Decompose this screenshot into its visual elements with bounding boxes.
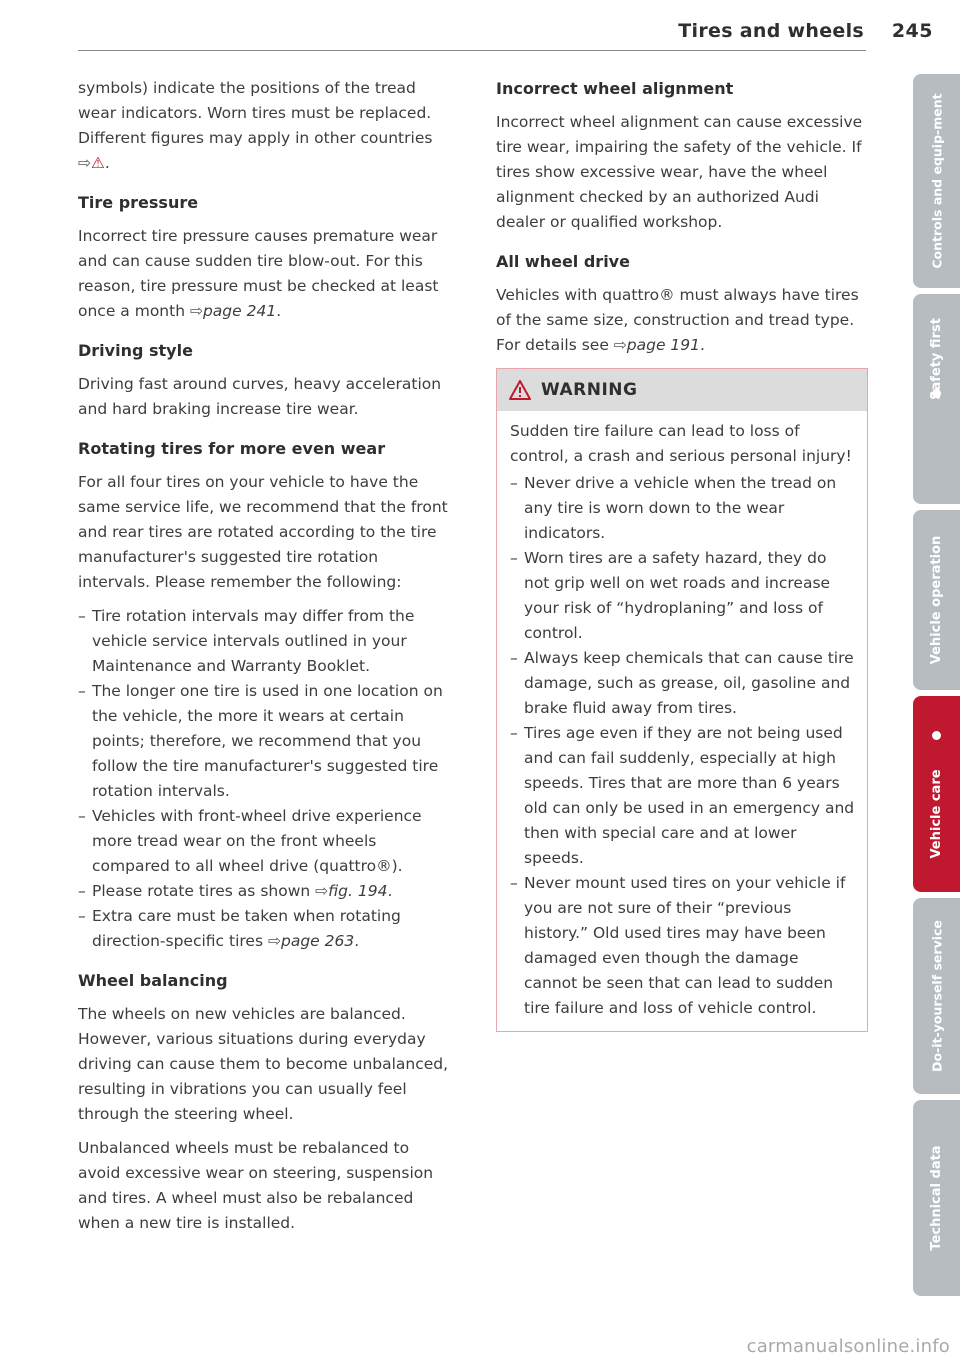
running-head: Tires and wheels — [678, 20, 864, 42]
rotating-tires-list — [78, 604, 450, 954]
reference-arrow-icon[interactable]: ⇨ — [315, 882, 329, 900]
list-item — [78, 904, 450, 954]
list-item: – Never drive a vehicle when the tread on any tire is worn down to the wear indicators. — [510, 471, 855, 546]
list-item: – Always keep chemicals that can cause tire damage, such as grease, oil, gasoline and brake fluid away from tires. — [510, 646, 855, 721]
balancing-paragraph-2: Unbalanced wheels must be rebalanced to avoid excessive wear on steering, suspension and tires. A wheel must also be rebalanced when a new tire is installed. — [78, 1139, 434, 1232]
heading-driving-style: Driving style — [78, 341, 193, 360]
warning-list — [510, 471, 855, 1021]
list-item-text: Extra care must be taken when rotating direction-specific tires — [92, 907, 401, 950]
header-rule — [78, 50, 866, 51]
driving-style-paragraph: Driving fast around curves, heavy acceleration and hard braking increase tire wear. — [78, 375, 442, 418]
list-item: – Vehicles with front-wheel drive experience more tread wear on the front wheels compared to all wheel drive (quattro®). — [78, 804, 450, 879]
rotating-tires-paragraph: For all four tires on your vehicle to have the same service life, we recommend that the front and rear tires are rotated according to the tire manufacturer's suggested tire rotation intervals. Please remember the following: — [78, 473, 448, 591]
warning-header — [497, 369, 867, 411]
page-reference-link[interactable]: page 263 — [280, 932, 355, 950]
warning-box — [496, 368, 868, 1032]
heading-rotating-tires: Rotating tires for more even wear — [78, 439, 386, 458]
intro-paragraph — [78, 76, 450, 176]
alignment-paragraph: Incorrect wheel alignment can cause excessive tire wear, impairing the safety of the vehicle. If tires show excessive wear, have the wheel alignment checked by an authorized Audi dealer or qualified workshop. — [496, 113, 863, 231]
tab-vehicle-operation[interactable] — [913, 510, 960, 690]
intro-end: . — [104, 154, 110, 172]
sentence-end: . — [700, 336, 705, 354]
balancing-paragraph-1: The wheels on new vehicles are balanced. However, various situations during everyday driving can cause them to become unbalanced, resulting in vibrations you can usually feel through the steering wheel. — [78, 1005, 449, 1123]
warning-title: WARNING — [541, 379, 638, 400]
left-column — [78, 76, 450, 1245]
reference-arrow-icon[interactable]: ⇨ — [189, 302, 203, 320]
tab-safety-first[interactable] — [913, 294, 960, 504]
reference-arrow-icon[interactable]: ⇨ — [78, 154, 91, 172]
tab-label: Safety first — [928, 318, 944, 400]
warning-triangle-icon — [509, 380, 531, 400]
list-item: – Never mount used tires on your vehicle if you are not sure of their “previous history.” Old used tires may have been damaged even though the damage cannot be seen that can lead to sudden tire failure and loss of vehicle control. — [510, 871, 855, 1021]
intro-text: symbols) indicate the positions of the tread wear indicators. Worn tires must be replaced. Different figures may apply in other countries — [78, 79, 433, 147]
reference-arrow-icon[interactable]: ⇨ — [267, 932, 281, 950]
tab-vehicle-care[interactable] — [913, 696, 960, 892]
list-item: – The longer one tire is used in one location on the vehicle, the more it wears at certain points; therefore, we recommend that you follow the tire manufacturer's suggested tire rotation intervals. — [78, 679, 450, 804]
page-reference-link[interactable]: page 241 — [202, 302, 277, 320]
sentence-end: . — [354, 932, 360, 950]
warning-triangle-icon[interactable]: ⚠ — [91, 154, 105, 172]
page-reference-link[interactable]: page 191 — [626, 336, 701, 354]
heading-wheel-alignment: Incorrect wheel alignment — [496, 79, 734, 98]
tire-pressure-text: Incorrect tire pressure causes premature wear and can cause sudden tire blow-out. For this reason, tire pressure must be checked at least once a month — [78, 227, 439, 320]
tab-do-it-yourself-service[interactable] — [913, 898, 960, 1094]
tab-label: Technical data — [928, 1145, 944, 1251]
heading-wheel-balancing: Wheel balancing — [78, 971, 228, 990]
heading-all-wheel-drive: All wheel drive — [496, 252, 630, 271]
watermark: carmanualsonline.info — [746, 1336, 950, 1357]
heading-tire-pressure: Tire pressure — [78, 193, 199, 212]
tab-label: Controls and equip-ment — [929, 93, 944, 269]
list-item — [78, 879, 450, 904]
tab-controls-and-equipment[interactable] — [913, 74, 960, 288]
sentence-end: . — [276, 302, 282, 320]
list-item-text: Please rotate tires as shown — [92, 882, 311, 900]
right-column — [496, 76, 870, 1032]
warning-intro: Sudden tire failure can lead to loss of control, a crash and serious personal injury! — [510, 422, 852, 465]
reference-arrow-icon[interactable]: ⇨ — [613, 336, 627, 354]
awd-paragraph — [496, 283, 870, 358]
warning-body — [497, 411, 867, 1031]
figure-reference-link[interactable]: fig. 194 — [328, 882, 388, 900]
sentence-end: . — [387, 882, 393, 900]
list-item: – Tires age even if they are not being used and can fail suddenly, especially at high speeds. Tires that are more than 6 years old can only be used in an emergency and then with special care and at lower speeds. — [510, 721, 855, 871]
tab-label: Vehicle care — [928, 769, 944, 859]
tab-technical-data[interactable] — [913, 1100, 960, 1296]
awd-text: Vehicles with quattro® must always have tires of the same size, construction and tread type. For details see — [496, 286, 859, 354]
tab-label: Vehicle operation — [928, 535, 944, 665]
page-number: 245 — [891, 20, 933, 42]
tire-pressure-paragraph — [78, 224, 450, 324]
tab-marker-dot — [932, 731, 941, 740]
list-item: – Worn tires are a safety hazard, they do not grip well on wet roads and increase your risk of “hydroplaning” and loss of control. — [510, 546, 855, 646]
tab-label: Do-it-yourself service — [929, 920, 944, 1072]
list-item: – Tire rotation intervals may differ from the vehicle service intervals outlined in your Maintenance and Warranty Booklet. — [78, 604, 450, 679]
